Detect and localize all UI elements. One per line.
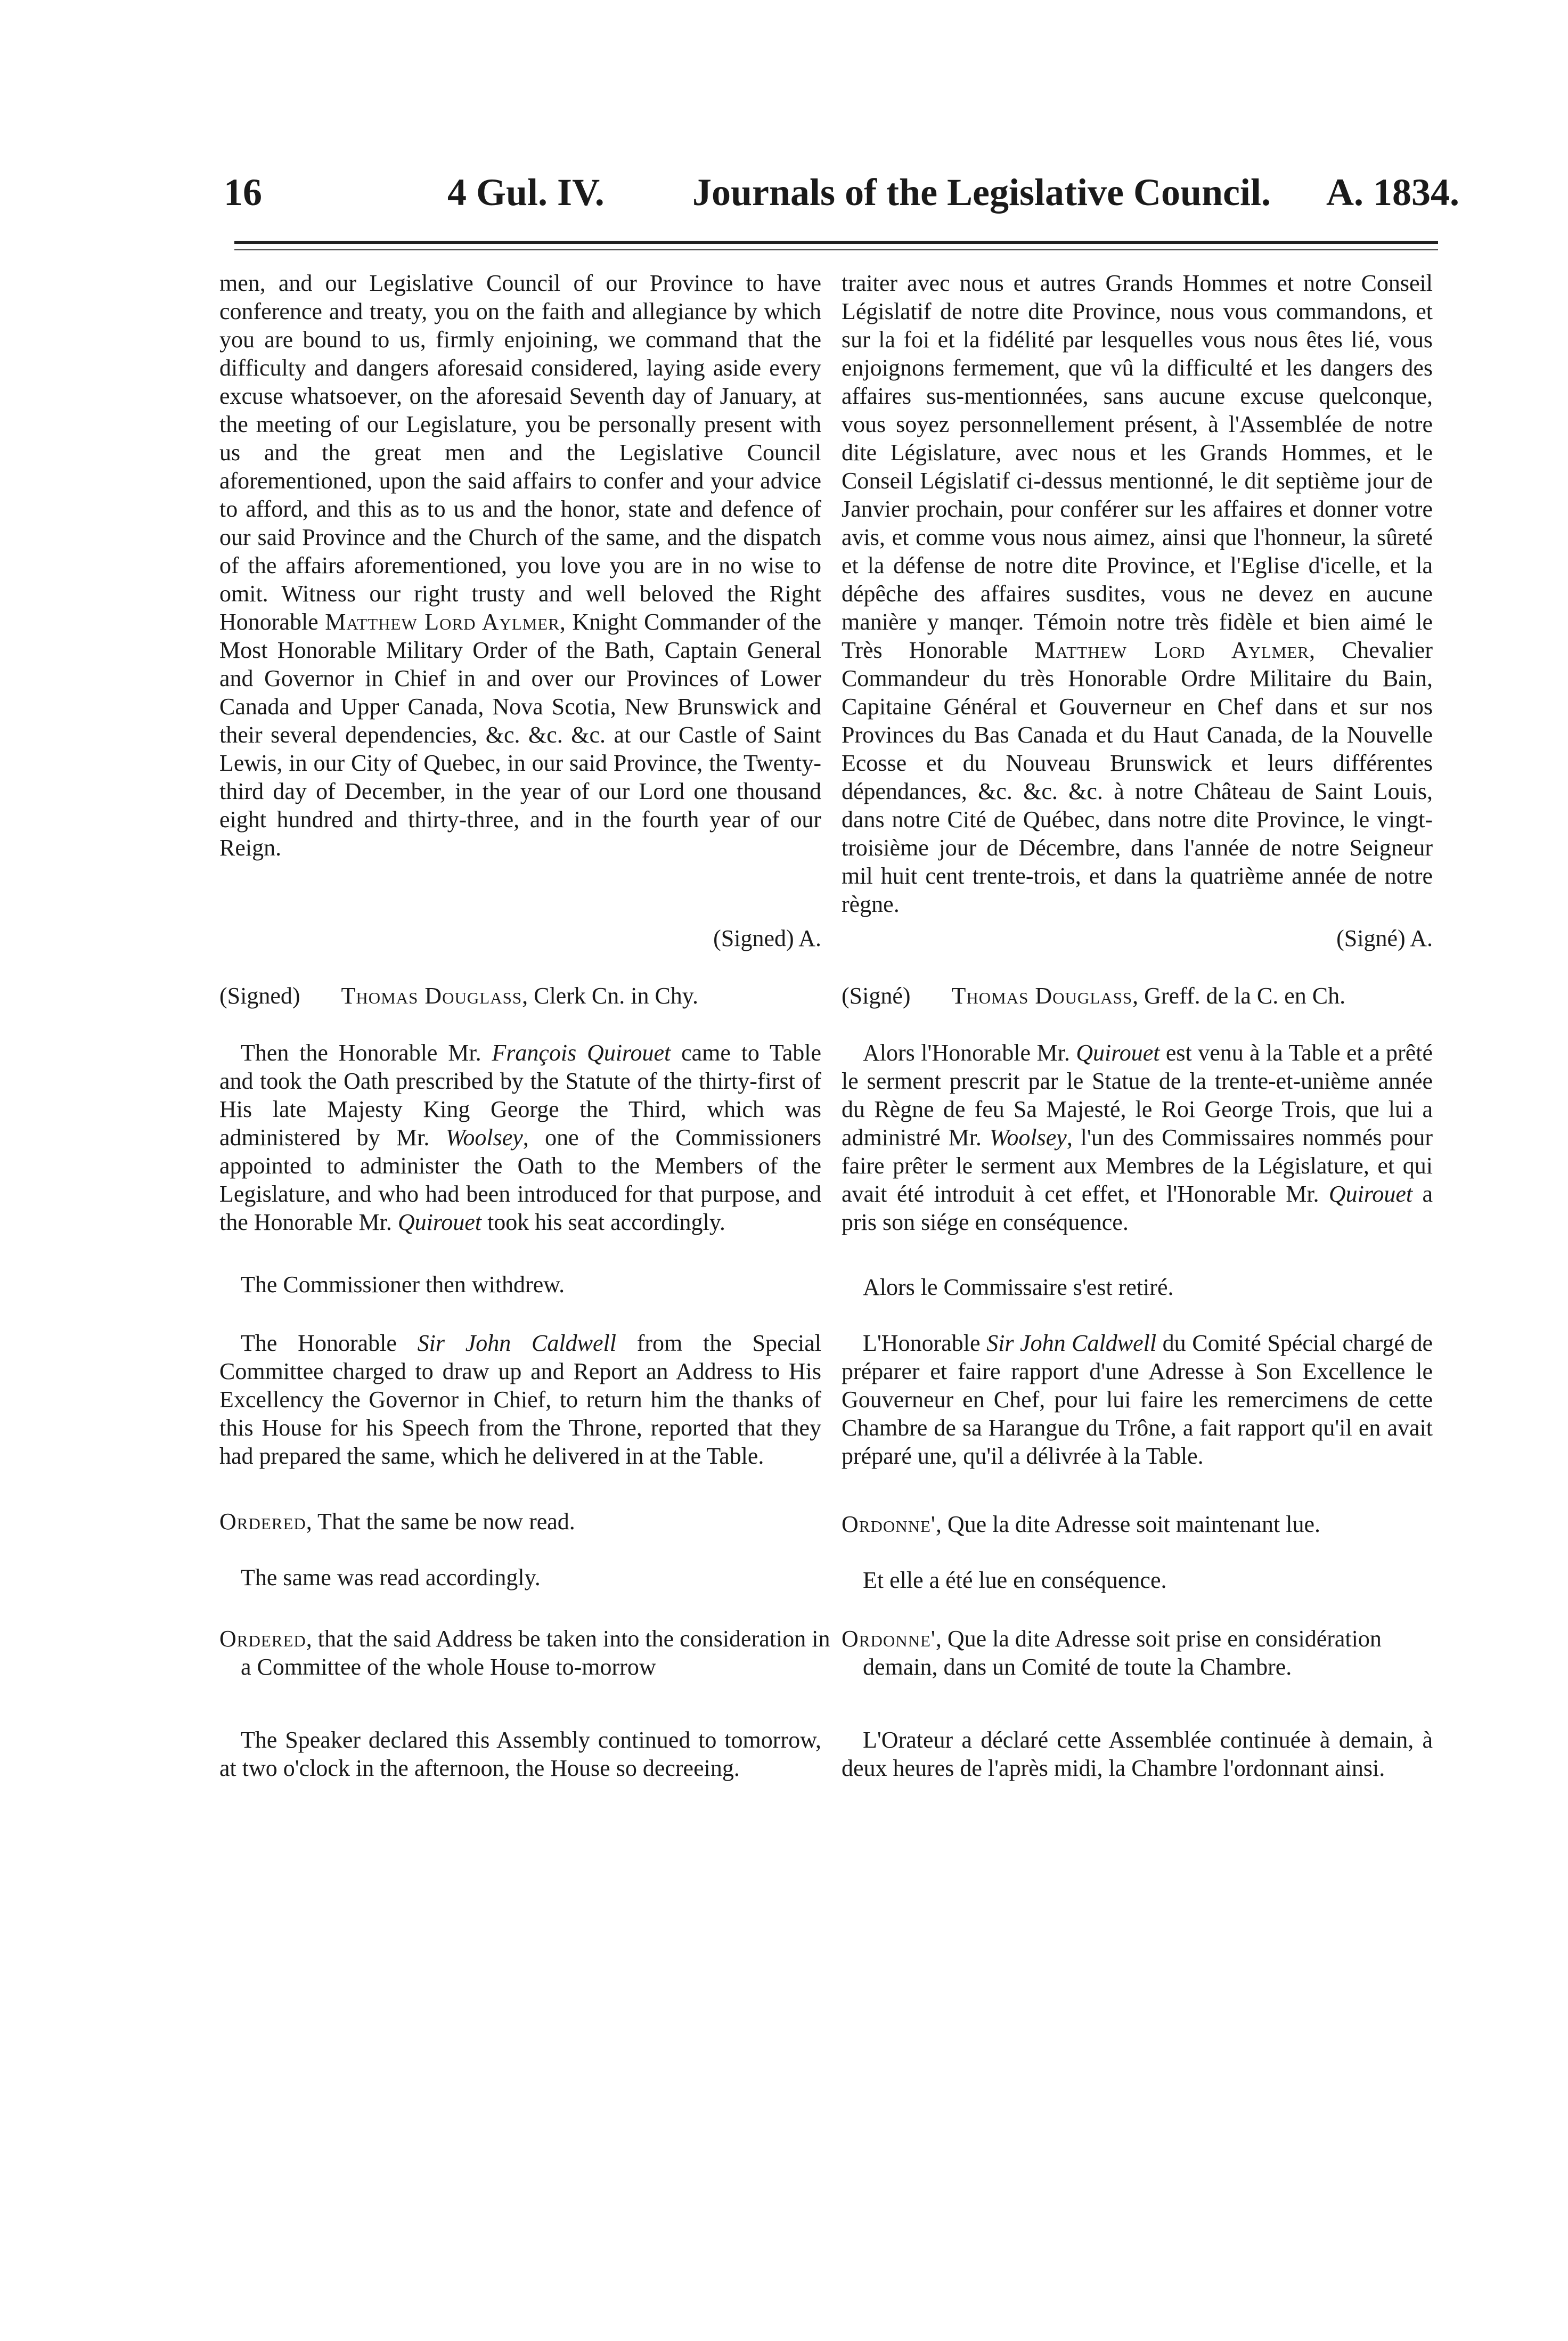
governor-name-fr: Matthew Lord Aylmer	[1034, 637, 1309, 663]
english-clerk-signature: (Signed) Thomas Douglass, Clerk Cn. in Chy.	[219, 983, 698, 1009]
french-column	[842, 269, 1433, 918]
regnal-year: 4 Gul. IV.	[447, 171, 605, 214]
journal-title: Journals of the Legislative Council.	[692, 171, 1271, 214]
header-rule	[234, 241, 1438, 244]
french-ordered-committee: Ordonne', Que la dite Adresse soit prise en considération demain, dans un Comité de toute la Chambre.	[842, 1626, 1382, 1680]
english-speaker-paragraph: The Speaker declared this Assembly continued to tomorrow, at two o'clock in the afternoon, the House so decreeing.	[219, 1727, 821, 1781]
page-number: 16	[224, 171, 262, 214]
english-commissioner-withdrew: The Commissioner then withdrew.	[241, 1271, 565, 1298]
french-signature-a: (Signé) A.	[1336, 925, 1433, 951]
proclamation-paragraph: men, and our Legislative Council of our Province to have conference and treaty, you on the faith and allegiance by which you are bound to us, firmly enjoining, we command that the difficulty and dangers aforesaid considered, laying aside every excuse whatsoever, on the aforesaid Seventh day of January, at the meeting of our Legislature, you be personally present with us and the great men and the Legislative Council aforementioned, upon the said affairs to confer and your advice to afford, and this as to us and the honor, state and defence of our said Province and the Church of the same, and the dispatch of the affairs aforementioned, you love you are in no wise to omit. Witness our right trusty and well beloved the Right Honorable Matthew Lord Aylmer, Knight Commander of the Most Honorable Military Order of the Bath, Captain General and Governor in Chief in and over our Provinces of Lower Canada and Upper Canada, Nova Scotia, New Brunswick and their several dependencies, &c. &c. &c. at our Castle of Saint Lewis, in our City of Quebec, in our said Province, the Twenty-third day of December, in the year of our Lord one thousand eight hundred and thirty-three, and in the fourth year of our Reign.	[219, 270, 822, 861]
year: A. 1834.	[1326, 171, 1459, 214]
french-speaker-paragraph: L'Orateur a déclaré cette Assemblée continuée à demain, à deux heures de l'après midi, la Chambre l'ordonnant ainsi.	[842, 1727, 1433, 1781]
french-clerk-signature: (Signé) Thomas Douglass, Greff. de la C. en Ch.	[842, 983, 1346, 1009]
english-column	[219, 269, 821, 862]
governor-name: Matthew Lord Aylmer	[325, 609, 560, 635]
english-oath-paragraph: Then the Honorable Mr. François Quirouet came to Table and took the Oath prescribed by the Statute of the thirty-first of His late Majesty King George the Third, which was administered by Mr. Woolsey, one of the Commissioners appointed to administer the Oath to the Members of the Legislature, and who had been introduced for that purpose, and the Honorable Mr. Quirouet took his seat accordingly.	[219, 1040, 821, 1235]
french-read-accordingly: Et elle a été lue en conséquence.	[863, 1567, 1167, 1593]
french-oath-paragraph: Alors l'Honorable Mr. Quirouet est venu à la Table et a prêté le serment prescrit par le Statue de la trente-et-unième année du Règne de feu Sa Majesté, le Roi George Trois, que lui a administré Mr. Woolsey, l'un des Commissaires nommés pour faire prêter le serment aux Membres de la Législature, et qui avait été introduit à cet effet, et l'Honorable Mr. Quirouet a pris son siége en conséquence.	[842, 1040, 1433, 1235]
french-ordered-read: Ordonne', Que la dite Adresse soit maintenant lue.	[842, 1511, 1321, 1537]
french-commissioner-withdrew: Alors le Commissaire s'est retiré.	[863, 1274, 1174, 1300]
english-ordered-read: Ordered, That the same be now read.	[219, 1508, 575, 1535]
clerk-name: Thomas Douglass	[341, 983, 522, 1009]
english-read-accordingly: The same was read accordingly.	[241, 1564, 541, 1590]
english-ordered-committee: Ordered, that the said Address be taken into the consideration in a Committee of the whole House to-morrow	[219, 1626, 830, 1680]
english-signature-a: (Signed) A.	[713, 925, 821, 951]
french-caldwell-paragraph: L'Honorable Sir John Caldwell du Comité Spécial chargé de préparer et faire rapport d'une Adresse à Son Excellence le Gouverneur en Chef, pour lui faire les remercimens de cette Chambre de sa Harangue du Trône, a fait rapport qu'il en avait préparé une, qu'il a délivrée à la Table.	[842, 1330, 1433, 1469]
page-header	[224, 170, 1459, 224]
clerk-name-fr: Thomas Douglass	[951, 983, 1133, 1009]
proclamation-paragraph-fr: traiter avec nous et autres Grands Hommes et notre Conseil Législatif de notre dite Province, nous vous commandons, et sur la foi et la fidélité par lesquelles vous nous êtes lié, vous enjoignons fermement, que vû la difficulté et les dangers des affaires sus-mentionnées, sans aucune excuse quelconque, vous soyez personnellement présent, à l'Assemblée de notre dite Législature, avec nous et les Grands Hommes, et le Conseil Législatif ci-dessus mentionné, le dit septième jour de Janvier prochain, pour conférer sur les affaires et donner votre avis, et comme vous nous aimez, ainsi que l'honneur, la sûreté et la défense de notre dite Province, et l'Eglise d'icelle, et la dépêche des affaires susdites, vous ne devez en aucune manière y manqer. Témoin notre très fidèle et bien aimé le Très Honorable Matthew Lord Aylmer, Chevalier Commandeur du très Honorable Ordre Militaire du Bain, Capitaine Général et Gouverneur en Chef dans et sur nos Provinces du Bas Canada et du Haut Canada, de la Nouvelle Ecosse et du Nouveau Brunswick et leurs différentes dépendances, &c. &c. &c. à notre Château de Saint Louis, dans notre Cité de Québec, dans notre dite Province, le vingt-troisième jour de Décembre, dans l'année de notre Seigneur mil huit cent trente-trois, et dans la quatrième année de notre règne.	[842, 270, 1433, 917]
header-rule-thin	[234, 249, 1438, 250]
english-caldwell-paragraph: The Honorable Sir John Caldwell from the Special Committee charged to draw up and Report an Address to His Excellency the Governor in Chief, to return him the thanks of this House for his Speech from the Throne, reported that they had prepared the same, which he delivered in at the Table.	[219, 1330, 821, 1469]
